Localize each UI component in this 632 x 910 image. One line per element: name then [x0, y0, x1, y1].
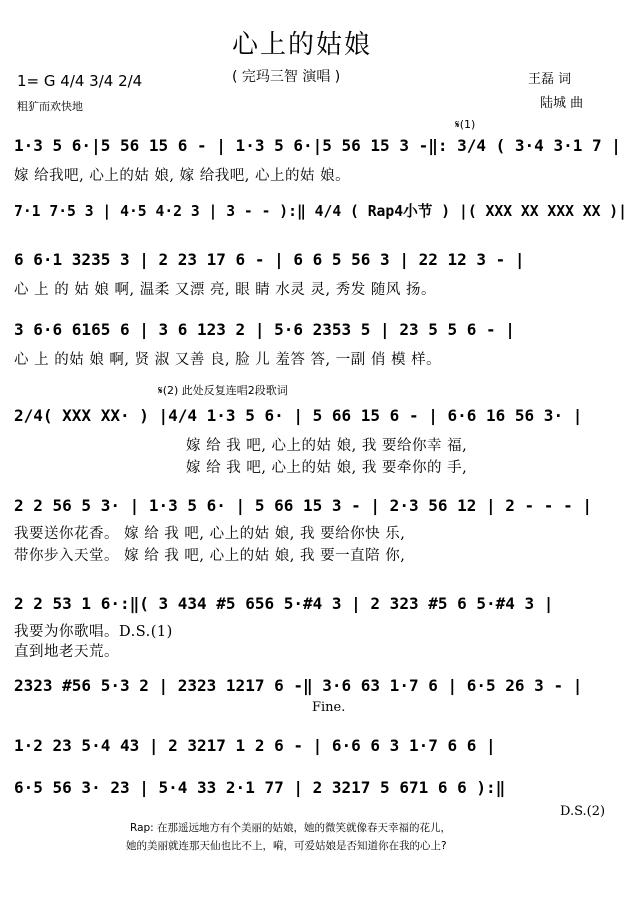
lyricist-credit: 王磊 词 [528, 72, 572, 87]
notation-row: 3 6·6 6165 6 | 3 6 123 2 | 5·6 2353 5 | 23 5 5 6 - | [14, 320, 515, 339]
key-signature: 1= G 4/4 3/4 2/4 [17, 72, 143, 90]
lyric-line: 带你步入天堂。 嫁 给 我 吧, 心上的姑 娘, 我 要一直陪 你, [14, 548, 406, 564]
notation-row: 7·1 7·5 3 | 4·5 4·2 3 | 3 - - ):‖ 4/4 ( Rap4小节 ) |( XXX XX XXX XX )| [14, 203, 627, 220]
notation-row: 1·2 23 5·4 43 | 2 3217 1 2 6 - | 6·6 6 3 1·7 6 6 | [14, 736, 496, 755]
fine-marker: Fine. [312, 700, 346, 715]
song-title: 心上的姑娘 [232, 30, 373, 60]
dal-segno-marker: D.S.(2) [560, 804, 606, 819]
composer-credit: 陆城 曲 [540, 96, 584, 111]
lyric-line: 我要送你花香。 嫁 给 我 吧, 心上的姑 娘, 我 要给你快 乐, [14, 526, 406, 542]
lyric-line: 嫁 给 我 吧, 心上的姑 娘, 我 要牵你的 手, [186, 460, 468, 476]
segno-marker: 𝄋(2) 此处反复连唱2段歌词 [158, 384, 288, 397]
notation-row: 2323 #56 5·3 2 | 2323 1217 6 -‖ 3·6 63 1·7 6 | 6·5 26 3 - | [14, 676, 583, 695]
notation-row: 2 2 56 5 3· | 1·3 5 6· | 5 66 15 3 - | 2·3 56 12 | 2 - - - | [14, 496, 592, 515]
notation-row: 6 6·1 3235 3 | 2 23 17 6 - | 6 6 5 56 3 | 22 12 3 - | [14, 250, 525, 269]
tempo-marking: 粗犷而欢快地 [17, 100, 83, 113]
notation-row: 2/4( XXX XX· ) |4/4 1·3 5 6· | 5 66 15 6 - | 6·6 16 56 3· | [14, 406, 583, 425]
lyric-line: 嫁 给 我 吧, 心上的姑 娘, 我 要给你幸 福, [186, 438, 468, 454]
rap-line: 她的美丽就连那天仙也比不上，嗬，可爱姑娘是否知道你在我的心上? [126, 840, 447, 852]
segno-marker: 𝄋(1) [455, 118, 476, 131]
lyric-line: 嫁 给我吧, 心上的姑 娘, 嫁 给我吧, 心上的姑 娘。 [14, 168, 351, 184]
lyric-line: 心 上 的 姑 娘 啊, 温柔 又漂 亮, 眼 睛 水灵 灵, 秀发 随风 扬。 [14, 282, 436, 298]
performer: ( 完玛三智 演唱 ) [232, 69, 341, 85]
notation-row: 6·5 56 3· 23 | 5·4 33 2·1 77 | 2 3217 5 671 6 6 ):‖ [14, 778, 506, 797]
lyric-line: 心 上 的姑 娘 啊, 贤 淑 又善 良, 脸 儿 羞答 答, 一副 俏 模 样。 [14, 352, 442, 368]
lyric-line: 我要为你歌唱。D.S.(1) [14, 624, 173, 640]
notation-row: 1·3 5 6·|5 56 15 6 - | 1·3 5 6·|5 56 15 3 -‖: 3/4 ( 3·4 3·1 7 | [14, 136, 621, 155]
lyric-line: 直到地老天荒。 [14, 644, 119, 660]
rap-line: Rap: 在那遥远地方有个美丽的姑娘，她的微笑就像春天幸福的花儿， [130, 822, 452, 834]
notation-row: 2 2 53 1 6·:‖( 3 434 #5 656 5·#4 3 | 2 323 #5 6 5·#4 3 | [14, 594, 554, 613]
